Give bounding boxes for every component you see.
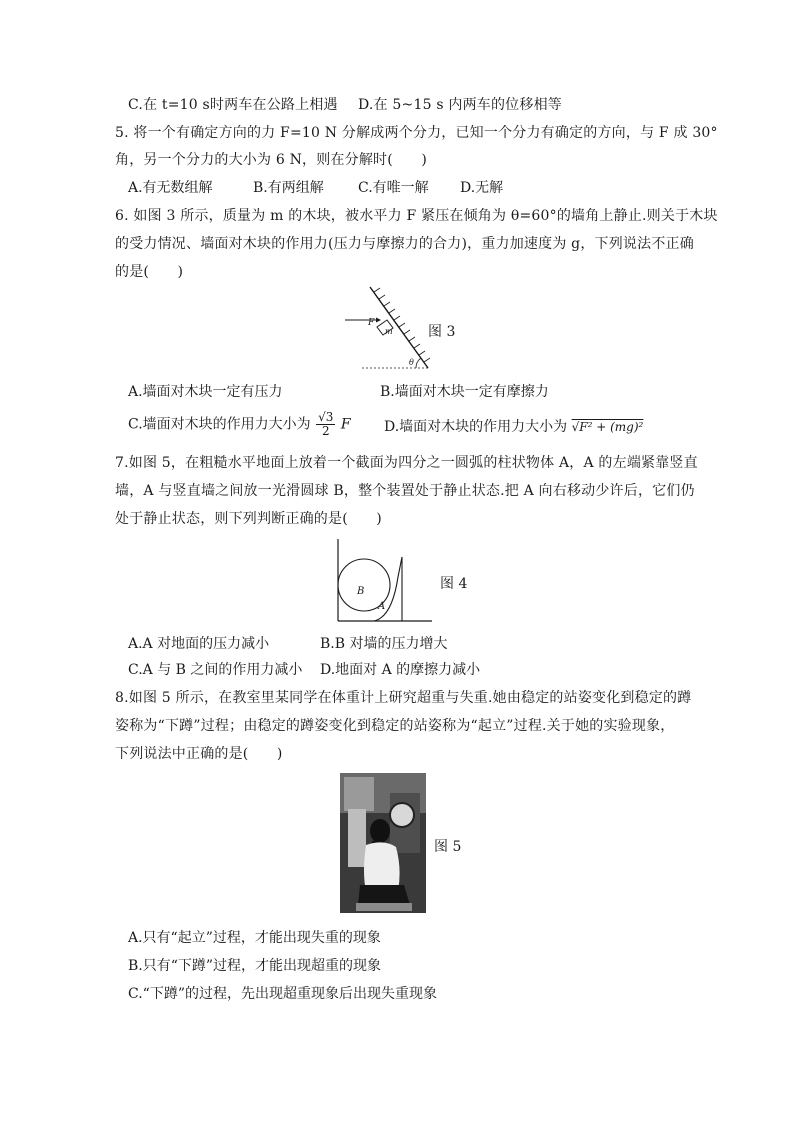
q6-option-c-denominator: 2 bbox=[321, 424, 330, 438]
q7-option-c: C.A 与 B 之间的作用力减小 bbox=[128, 662, 303, 678]
q6-option-c-prefix: C.墙面对木块的作用力大小为 bbox=[128, 416, 311, 433]
q6-option-a: A.墙面对木块一定有压力 bbox=[128, 384, 283, 400]
figure-3-force-label: F bbox=[368, 318, 375, 328]
figure-5-label: 图 5 bbox=[434, 839, 462, 855]
q6-option-c bbox=[128, 411, 351, 438]
q6-stem-line1: 6. 如图 3 所示，质量为 m 的木块，被水平力 F 紧压在倾角为 θ=60°的墙角上静止.则关于木块 bbox=[115, 208, 718, 224]
q6-option-d-expression: √F² + (mg)² bbox=[571, 420, 644, 434]
q8-stem-line1: 8.如图 5 所示，在教室里某同学在体重计上研究超重与失重.她由稳定的站姿变化到稳定的蹲 bbox=[115, 690, 692, 706]
q5-option-c: C.有唯一解 bbox=[358, 180, 429, 196]
q8-stem-line3: 下列说法中正确的是( ) bbox=[115, 746, 283, 762]
figure-4-object-label: A bbox=[378, 601, 386, 612]
q5-stem-line2: 角，另一个分力的大小为 6 N，则在分解时( ) bbox=[115, 152, 427, 168]
q7-stem-line2: 墙，A 与竖直墙之间放一光滑圆球 B，整个装置处于静止状态.把 A 向右移动少许后，它们仍 bbox=[115, 483, 695, 499]
q8-option-c: C.“下蹲”的过程，先出现超重现象后出现失重现象 bbox=[128, 986, 437, 1002]
q7-stem-line3: 处于静止状态，则下列判断正确的是( ) bbox=[115, 511, 382, 527]
q8-option-a: A.只有“起立”过程，才能出现失重的现象 bbox=[128, 930, 381, 946]
q4-option-d: D.在 5~15 s 内两车的位移相等 bbox=[358, 97, 562, 113]
figure-3-mass-label: m bbox=[385, 327, 393, 336]
q7-stem-line1: 7.如图 5，在粗糙水平地面上放着一个截面为四分之一圆弧的柱状物体 A，A 的左端紧靠竖直 bbox=[115, 455, 698, 471]
figure-4-ball-label: B bbox=[357, 586, 365, 597]
q6-option-d bbox=[384, 417, 643, 437]
q7-option-b: B.B 对墙的压力增大 bbox=[320, 636, 448, 652]
q8-option-b: B.只有“下蹲”过程，才能出现超重的现象 bbox=[128, 958, 382, 974]
q6-stem-line3: 的是( ) bbox=[115, 264, 184, 280]
q5-stem-line1: 5. 将一个有确定方向的力 F=10 N 分解成两个分力，已知一个分力有确定的方向，与 F 成 30° bbox=[115, 125, 718, 141]
q4-option-c: C.在 t=10 s时两车在公路上相遇 bbox=[128, 97, 338, 113]
figure-3-theta-label: θ bbox=[409, 358, 414, 367]
figure-5-photo bbox=[340, 773, 426, 913]
q6-option-c-fraction bbox=[316, 411, 335, 438]
q6-option-b: B.墙面对木块一定有摩擦力 bbox=[380, 384, 549, 400]
figure-4-label: 图 4 bbox=[440, 576, 468, 592]
figure-3-label: 图 3 bbox=[428, 324, 456, 340]
q7-option-d: D.地面对 A 的摩擦力减小 bbox=[320, 662, 481, 678]
q7-option-a: A.A 对地面的压力减小 bbox=[128, 636, 270, 652]
q6-option-c-numerator: √3 bbox=[318, 410, 334, 424]
q6-stem-line2: 的受力情况、墙面对木块的作用力(压力与摩擦力的合力)，重力加速度为 g，下列说法不正确 bbox=[115, 236, 694, 252]
q5-option-b: B.有两组解 bbox=[253, 180, 324, 196]
q5-option-a: A.有无数组解 bbox=[128, 180, 213, 196]
q6-option-d-prefix: D.墙面对木块的作用力大小为 bbox=[384, 419, 568, 435]
q5-option-d: D.无解 bbox=[460, 180, 504, 196]
q8-stem-line2: 姿称为“下蹲”过程；由稳定的蹲姿变化到稳定的站姿称为“起立”过程.关于她的实验现象， bbox=[115, 718, 675, 734]
q6-option-c-suffix: F bbox=[340, 416, 351, 433]
